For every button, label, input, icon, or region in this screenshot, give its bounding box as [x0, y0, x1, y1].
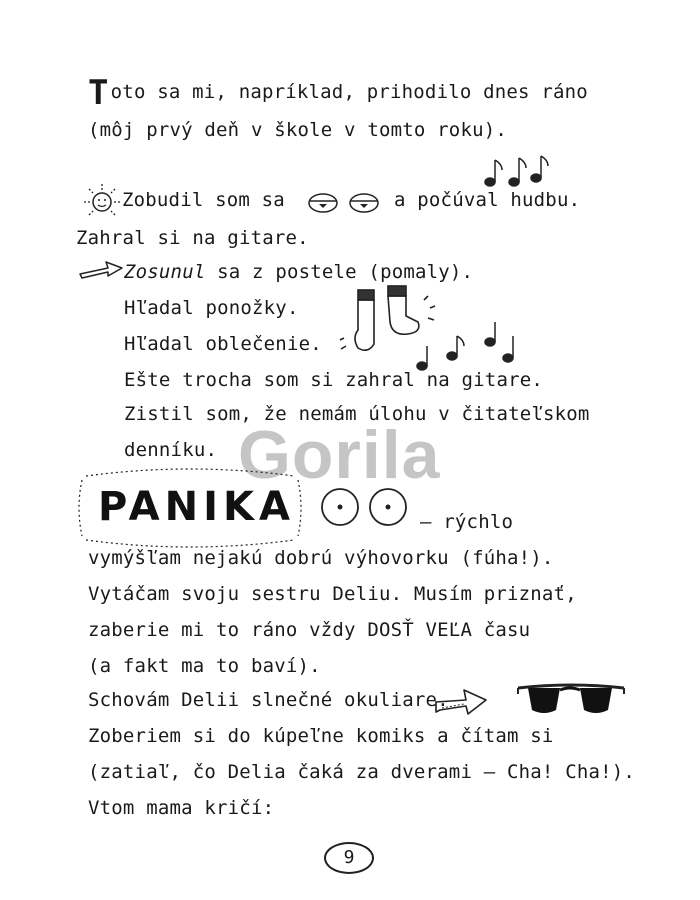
text-line-18: (zatiaľ, čo Delia čaká za dverami – Cha! Cha!).: [88, 761, 636, 783]
sunglasses-icon: [516, 680, 626, 720]
text-line-1: [88, 73, 588, 113]
panika-heading: PANIKA: [98, 484, 295, 530]
music-notes-icon: [480, 152, 560, 192]
arrow-icon: [432, 686, 490, 718]
sleepy-eyes-icon: [306, 190, 382, 216]
page-number: 9: [324, 842, 374, 874]
text-line-15: (a fakt ma to baví).: [88, 655, 321, 677]
text-line-7: Hľadal oblečenie.: [124, 333, 322, 355]
text-line-10: denníku.: [124, 439, 218, 461]
drop-cap: T: [88, 73, 109, 113]
text-line-3b: a počúval hudbu.: [394, 189, 581, 211]
text-line-6: Hľadal ponožky.: [124, 297, 299, 319]
text-line-12: vymýšľam nejakú dobrú výhovorku (fúha!).: [88, 547, 554, 569]
text-line-16: Schovám Delii slnečné okuliare.: [88, 689, 449, 711]
text-line-19: Vtom mama kričí:: [88, 797, 275, 819]
text-line-13: Vytáčam svoju sestru Deliu. Musím priznať,: [88, 583, 577, 605]
wide-eyes-icon: [320, 486, 412, 528]
text-line-11: – rýchlo: [420, 511, 514, 533]
text-line-14: zaberie mi to ráno vždy DOSŤ VEĽA času: [88, 619, 531, 641]
text-line-5: [124, 260, 473, 284]
text-line-5-rest: sa z postele (pomaly).: [205, 261, 474, 283]
text-line-3a: Zobudil som sa: [122, 189, 285, 211]
text-line-8: Ešte trocha som si zahral na gitare.: [124, 369, 544, 391]
arrow-icon: [78, 258, 126, 280]
text-line-4: Zahral si na gitare.: [76, 227, 309, 249]
watermark: Gorila: [238, 417, 441, 493]
text-line-1-rest: oto sa mi, napríklad, prihodilo dnes ráno: [110, 81, 588, 103]
sun-icon: [80, 182, 120, 218]
text-line-9: Zistil som, že nemám úlohu v čitateľskom: [124, 403, 590, 425]
text-line-17: Zoberiem si do kúpeľne komiks a čítam si: [88, 725, 554, 747]
italic-word: Zosunul: [124, 261, 206, 283]
text-line-2: (môj prvý deň v škole v tomto roku).: [88, 119, 508, 141]
